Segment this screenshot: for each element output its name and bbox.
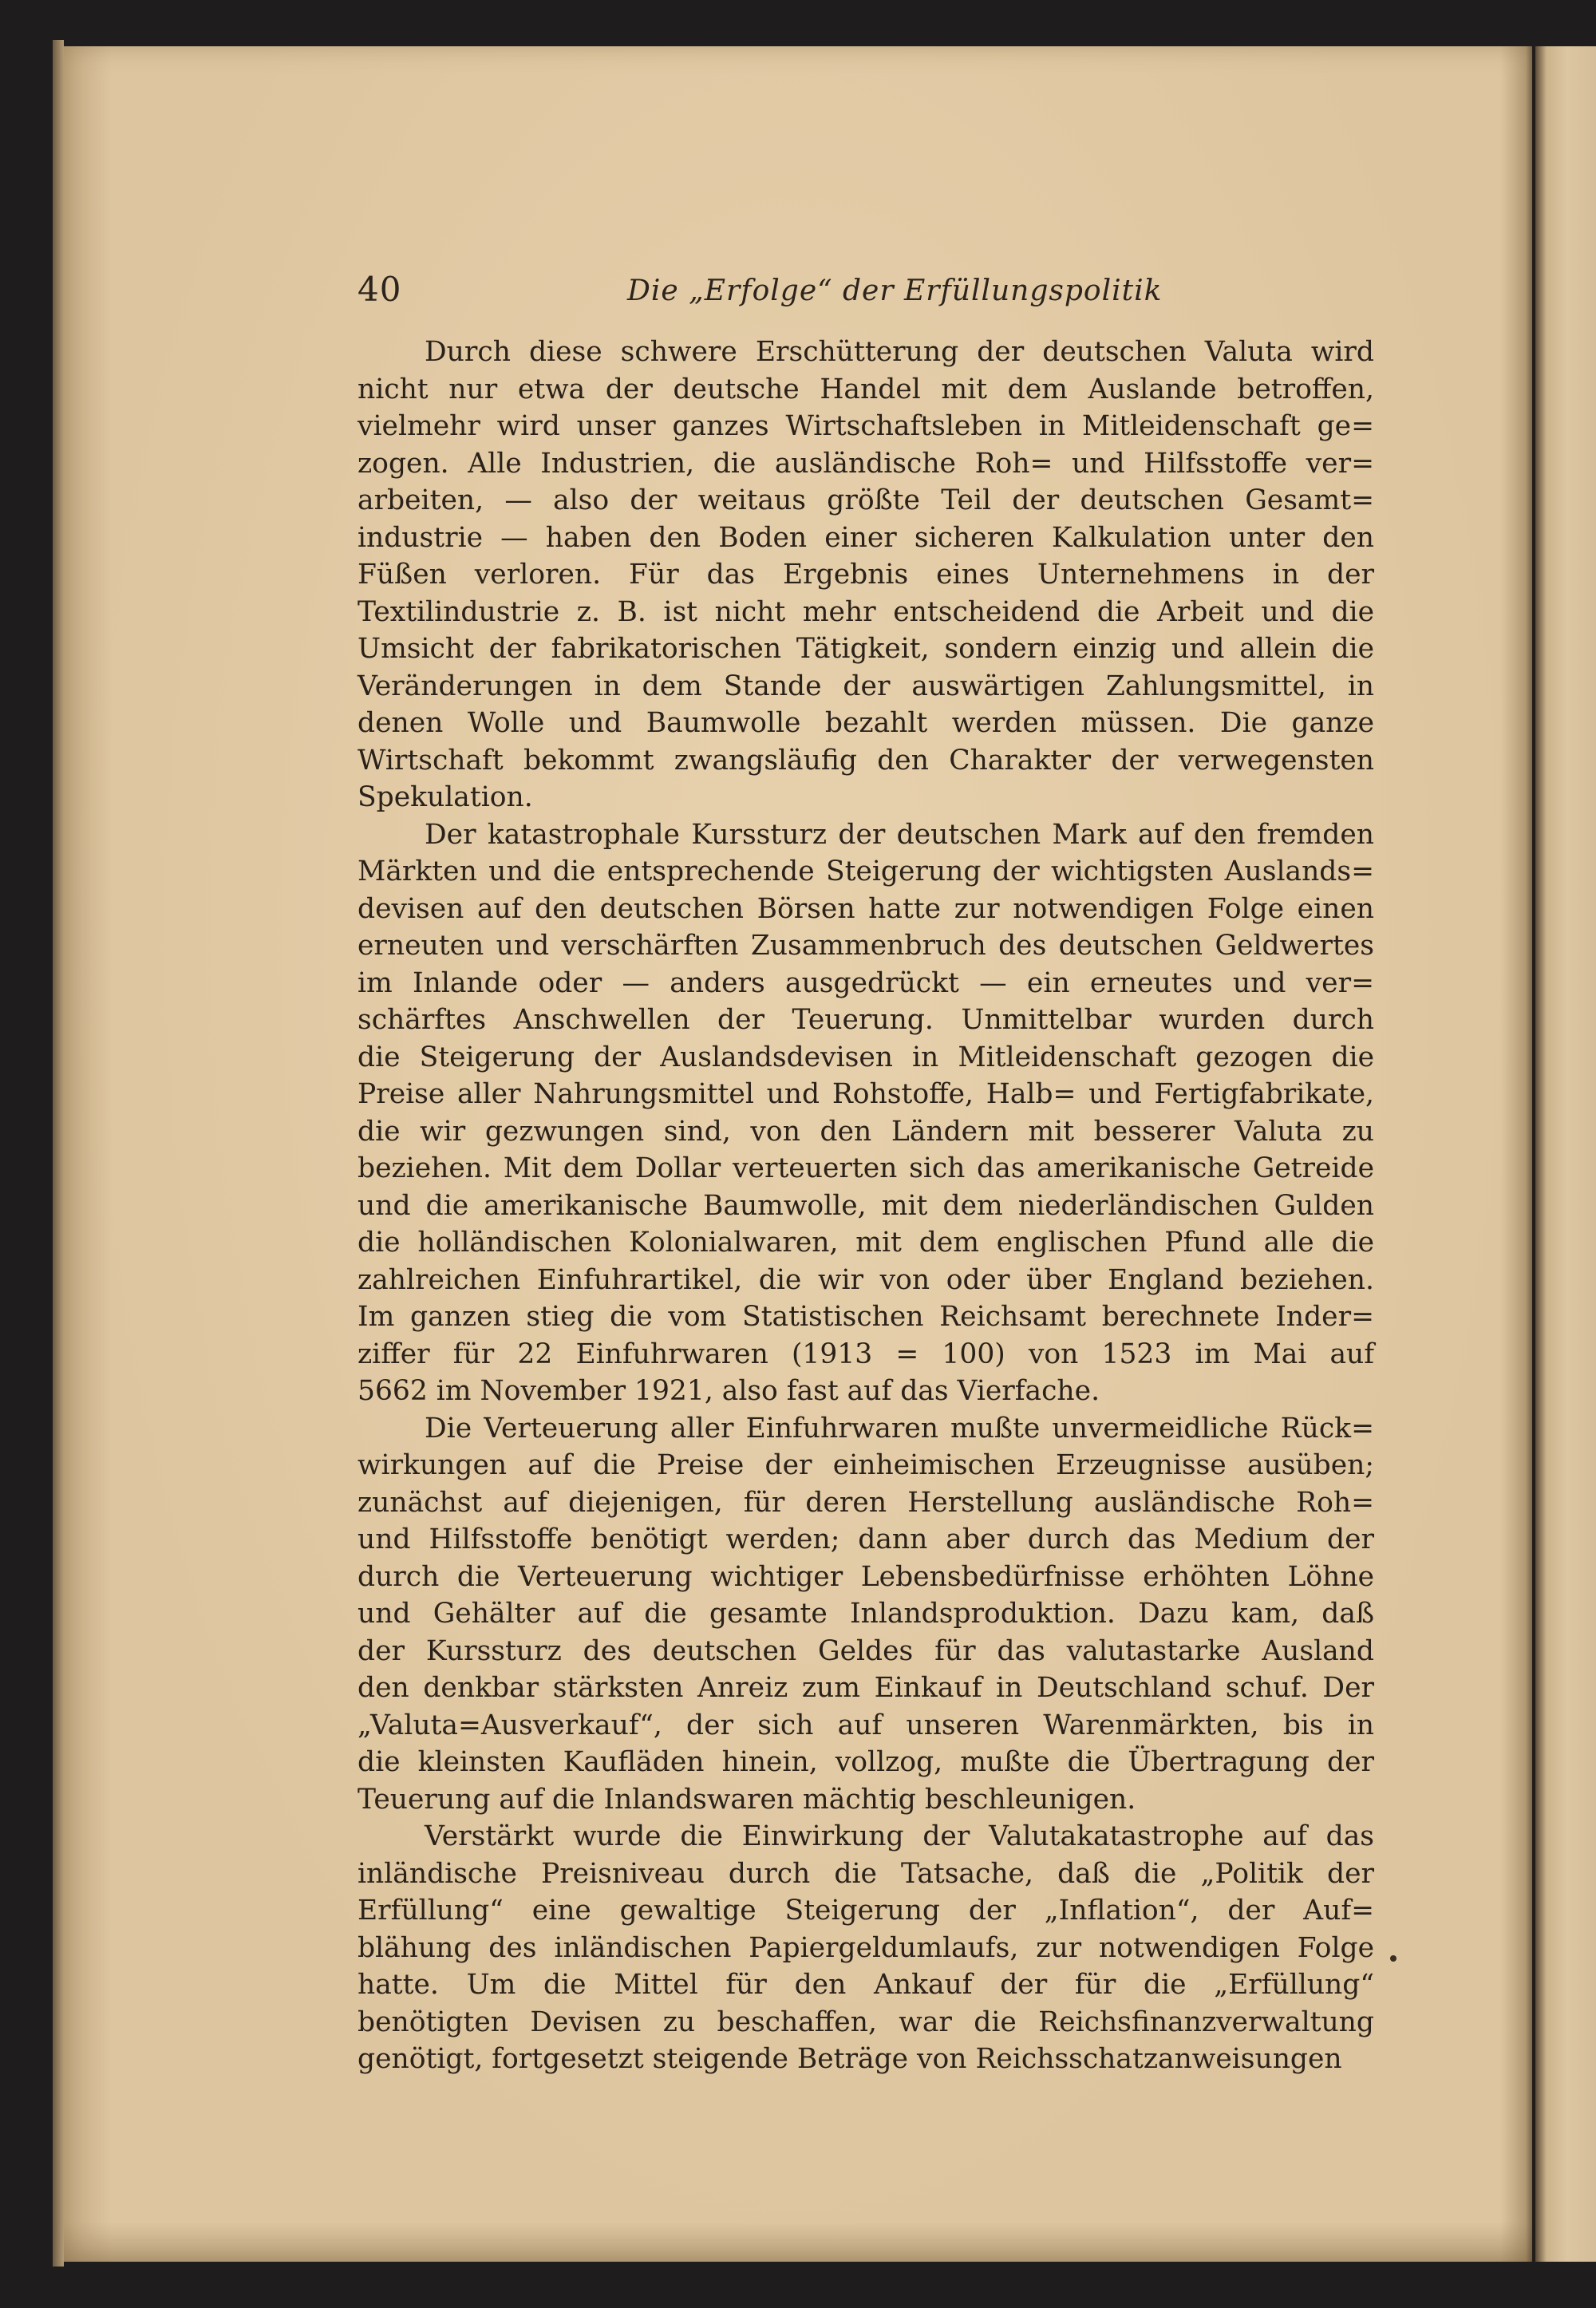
page-edge <box>53 40 64 2267</box>
text-line: schärftes Anschwellen der Teuerung. Unmittelbar wurden durch <box>358 1004 1374 1036</box>
text-line: ziffer für 22 Einfuhrwaren (1913 = 100) von 1523 im Mai auf <box>358 1338 1374 1370</box>
text-line: denen Wolle und Baumwolle bezahlt werden müssen. Die ganze <box>358 707 1374 739</box>
text-line: Erfüllung“ eine gewaltige Steigerung der „Inflation“, der Auf= <box>358 1895 1374 1927</box>
text-line: die holländischen Kolonialwaren, mit dem englischen Pfund alle die <box>358 1227 1374 1259</box>
text-line: benötigten Devisen zu beschaffen, war die Reichsfinanzverwaltung <box>358 2006 1374 2038</box>
text-line: Füßen verloren. Für das Ergebnis eines Unternehmens in der <box>358 559 1374 591</box>
running-title: Die „Erfolge“ der Erfüllungspolitik <box>627 275 1163 307</box>
text-line: Wirtschaft bekommt zwangsläufig den Charakter der verwegensten <box>358 744 1374 777</box>
text-line: zunächst auf diejenigen, für deren Herstellung ausländische Roh= <box>358 1486 1374 1519</box>
text-line: Preise aller Nahrungsmittel und Rohstoffe, Halb= und Fertigfabrikate, <box>358 1078 1374 1110</box>
text-line: Spekulation. <box>358 781 533 813</box>
text-line: 5662 im November 1921, also fast auf das Vierfache. <box>358 1375 1100 1407</box>
text-line: und Hilfsstoffe benötigt werden; dann aber durch das Medium der <box>358 1524 1374 1555</box>
page-number: 40 <box>358 270 402 309</box>
text-line: und die amerikanische Baumwolle, mit dem niederländischen Gulden <box>358 1189 1374 1222</box>
text-line: nicht nur etwa der deutsche Handel mit dem Auslande betroffen, <box>358 373 1374 405</box>
text-line: den denkbar stärksten Anreiz zum Einkauf in Deutschland schuf. Der <box>358 1672 1374 1704</box>
page-header <box>358 270 1371 314</box>
text-line: industrie — haben den Boden einer sicheren Kalkulation unter den <box>358 521 1374 554</box>
text-line: Die Verteuerung aller Einfuhrwaren mußte unvermeidliche Rück= <box>425 1412 1374 1444</box>
text-line: inländische Preisniveau durch die Tatsache, daß die „Politik der <box>358 1857 1374 1890</box>
text-line: arbeiten, — also der weitaus größte Teil der deutschen Gesamt= <box>358 484 1374 516</box>
text-line: die wir gezwungen sind, von den Ländern mit besserer Valuta zu <box>358 1115 1374 1148</box>
text-line: die kleinsten Kaufläden hinein, vollzog, mußte die Übertragung der <box>358 1746 1374 1778</box>
text-line: Im ganzen stieg die vom Statistischen Reichsamt berechnete Inder= <box>358 1301 1374 1333</box>
text-line: erneuten und verschärften Zusammenbruch des deutschen Geldwertes <box>358 930 1374 962</box>
text-line: beziehen. Mit dem Dollar verteuerten sich das amerikanische Getreide <box>358 1152 1374 1184</box>
text-line: „Valuta=Ausverkauf“, der sich auf unseren Warenmärkten, bis in <box>358 1709 1374 1741</box>
text-line: hatte. Um die Mittel für den Ankauf der für die „Erfüllung“ <box>358 1969 1374 2001</box>
text-line: Umsicht der fabrikatorischen Tätigkeit, sondern einzig und allein die <box>358 633 1374 665</box>
text-line: vielmehr wird unser ganzes Wirtschaftsleben in Mitleidenschaft ge= <box>358 410 1374 442</box>
text-line: Märkten und die entsprechende Steigerung der wichtigsten Auslands= <box>358 856 1374 887</box>
text-line: zogen. Alle Industrien, die ausländische Roh= und Hilfsstoffe ver= <box>358 447 1374 480</box>
text-line: wirkungen auf die Preise der einheimischen Erzeugnisse ausüben; <box>358 1449 1374 1481</box>
text-line: devisen auf den deutschen Börsen hatte zur notwendigen Folge einen <box>358 892 1374 925</box>
text-line: Veränderungen in dem Stande der auswärtigen Zahlungsmittel, in <box>358 670 1374 702</box>
body-text <box>358 334 1374 2078</box>
text-line: Textilindustrie z. B. ist nicht mehr entscheidend die Arbeit und die <box>358 595 1374 628</box>
text-line: und Gehälter auf die gesamte Inlandsproduktion. Dazu kam, daß <box>358 1598 1374 1630</box>
text-line: im Inlande oder — anders ausgedrückt — ein erneutes und ver= <box>358 966 1374 999</box>
margin-mark <box>1390 1955 1396 1962</box>
facing-page-edge <box>1535 46 1596 2262</box>
text-line: genötigt, fortgesetzt steigende Beträge von Reichsschatzanweisungen <box>358 2043 1342 2075</box>
text-line: Durch diese schwere Erschütterung der deutschen Valuta wird <box>425 336 1374 368</box>
text-line: durch die Verteuerung wichtiger Lebensbedürfnisse erhöhten Löhne <box>358 1560 1374 1593</box>
text-line: Teuerung auf die Inlandswaren mächtig beschleunigen. <box>358 1783 1136 1816</box>
text-line: die Steigerung der Auslandsdevisen in Mitleidenschaft gezogen die <box>358 1041 1374 1073</box>
text-line: Verstärkt wurde die Einwirkung der Valutakatastrophe auf das <box>425 1820 1374 1852</box>
text-line: Der katastrophale Kurssturz der deutschen Mark auf den fremden <box>425 818 1374 851</box>
text-line: zahlreichen Einfuhrartikel, die wir von oder über England beziehen. <box>358 1263 1374 1296</box>
text-line: blähung des inländischen Papiergeldumlaufs, zur notwendigen Folge <box>358 1931 1374 1964</box>
text-line: der Kurssturz des deutschen Geldes für das valutastarke Ausland <box>358 1634 1374 1667</box>
